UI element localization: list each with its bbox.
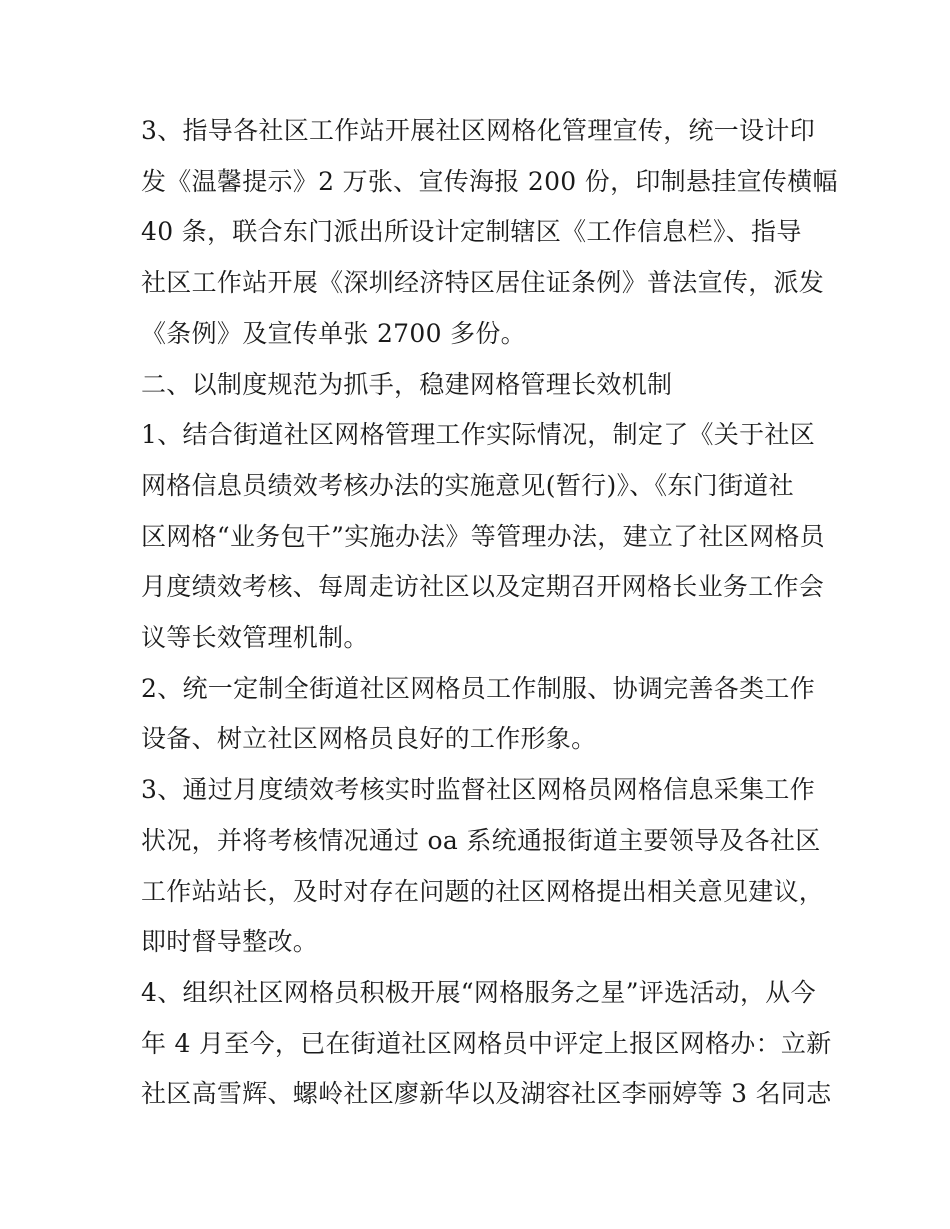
text-line: 发《温馨提示》2 万张、宣传海报 200 份，印制悬挂宣传横幅: [141, 166, 838, 196]
text-line: 设备、树立社区网格员良好的工作形象。: [141, 724, 597, 754]
text-line: 状况，并将考核情况通过 oa 系统通报街道主要领导及各社区: [141, 825, 821, 855]
text-line: 年 4 月至今，已在街道社区网格员中评定上报区网格办：立新: [141, 1028, 832, 1058]
text-line: 4、组织社区网格员积极开展“网格服务之星”评选活动，从今: [141, 977, 816, 1007]
text-line: 3、指导各社区工作站开展社区网格化管理宣传，统一设计印: [141, 116, 816, 145]
text-line: 区网格“业务包干”实施办法》等管理办法，建立了社区网格员: [141, 521, 825, 551]
text-line: 网格信息员绩效考核办法的实施意见(暂行)》、《东门街道社: [141, 470, 794, 500]
text-line: 月度绩效考核、每周走访社区以及定期召开网格长业务工作会: [141, 572, 825, 602]
section-heading: 二、以制度规范为抓手，稳建网格管理长效机制: [141, 369, 673, 399]
text-line: 《条例》及宣传单张 2700 多份。: [141, 318, 526, 348]
text-line: 1、结合街道社区网格管理工作实际情况，制定了《关于社区: [141, 420, 816, 450]
text-line: 即时督导整改。: [141, 927, 319, 957]
text-line: 议等长效管理机制。: [141, 623, 369, 653]
document-body: [141, 106, 838, 1120]
text-line: 社区高雪辉、螺岭社区廖新华以及湖容社区李丽婷等 3 名同志: [141, 1079, 832, 1109]
text-line: 社区工作站开展《深圳经济特区居住证条例》普法宣传，派发: [141, 268, 825, 298]
text-line: 3、通过月度绩效考核实时监督社区网格员网格信息采集工作: [141, 775, 816, 805]
text-line: 工作站站长，及时对存在问题的社区网格提出相关意见建议，: [141, 876, 825, 906]
text-line: 40 条，联合东门派出所设计定制辖区《工作信息栏》、指导: [141, 217, 802, 247]
text-line: 2、统一定制全街道社区网格员工作制服、协调完善各类工作: [141, 673, 816, 703]
